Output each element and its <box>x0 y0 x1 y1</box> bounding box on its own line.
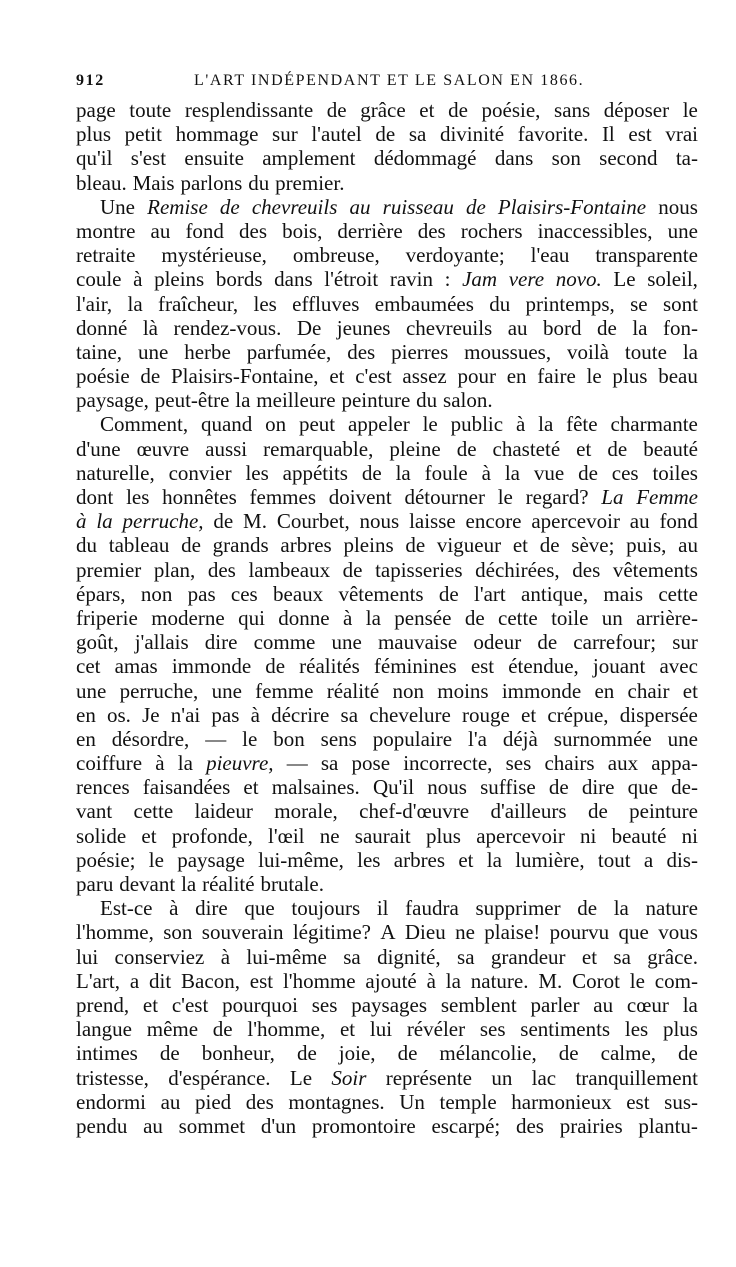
text-line: bleau. Mais parlons du premier. <box>76 170 345 195</box>
text-line: solide et profonde, l'œil ne saurait plus apercevoir ni beauté ni <box>76 823 698 848</box>
paragraph <box>76 412 698 896</box>
text-line: Est-ce à dire que toujours il faudra supprimer de la nature <box>100 896 698 921</box>
text-line: poésie de Plaisirs-Fontaine, et c'est assez pour en faire le plus beau <box>76 364 698 389</box>
paragraph <box>76 896 698 1138</box>
text-line: du tableau de grands arbres pleins de vigueur et de sève; puis, au <box>76 533 698 558</box>
text-line: épars, non pas ces beaux vêtements de l'art antique, mais cette <box>76 581 698 606</box>
running-title: L'ART INDÉPENDANT ET LE SALON EN 1866. <box>194 72 585 89</box>
text-line: L'art, a dit Bacon, est l'homme ajouté à la nature. M. Corot le com- <box>76 968 698 993</box>
paragraph <box>76 195 698 413</box>
text-line: d'une œuvre aussi remarquable, pleine de chasteté et de beauté <box>76 436 698 461</box>
text-line: intimes de bonheur, de joie, de mélancolie, de calme, de <box>76 1041 698 1066</box>
text-line: Une Remise de chevreuils au ruisseau de Plaisirs-Fontaine nous <box>100 194 698 219</box>
text-line: vant cette laideur morale, chef-d'œuvre d'ailleurs de peinture <box>76 799 698 824</box>
text-line: taine, une herbe parfumée, des pierres moussues, voilà toute la <box>76 339 698 364</box>
text-line: tristesse, d'espérance. Le Soir représente un lac tranquillement <box>76 1065 698 1090</box>
text-line: retraite mystérieuse, ombreuse, verdoyante; l'eau transparente <box>76 243 698 268</box>
text-line: naturelle, convier les appétits de la foule à la vue de ces toiles <box>76 460 698 485</box>
text-line: à la perruche, de M. Courbet, nous laisse encore apercevoir au fond <box>76 509 698 534</box>
text-line: Comment, quand on peut appeler le public à la fête charmante <box>100 412 698 437</box>
text-line: prend, et c'est pourquoi ses paysages semblent parler au cœur la <box>76 992 698 1017</box>
text-line: paru devant la réalité brutale. <box>76 872 324 896</box>
text-line: donné là rendez-vous. De jeunes chevreuils au bord de la fon- <box>76 315 698 340</box>
text-line: en os. Je n'ai pas à décrire sa chevelure rouge et crépue, dispersée <box>76 702 698 727</box>
text-line: friperie moderne qui donne à la pensée de cette toile un arrière- <box>76 605 698 630</box>
text-line: goût, j'allais dire comme une mauvaise odeur de carrefour; sur <box>76 630 698 655</box>
text-line: plus petit hommage sur l'autel de sa divinité favorite. Il est vrai <box>76 122 698 147</box>
text-line: rences faisandées et malsaines. Qu'il nous suffise de dire que de- <box>76 775 698 800</box>
text-line: cet amas immonde de réalités féminines est étendue, jouant avec <box>76 654 698 679</box>
book-page <box>76 62 698 1252</box>
body-text <box>76 98 698 1138</box>
page-number: 912 <box>76 72 105 89</box>
text-line: pendu au sommet d'un promontoire escarpé; des prairies plantu- <box>76 1113 698 1138</box>
text-line: montre au fond des bois, derrière des rochers inaccessibles, une <box>76 218 698 243</box>
text-line: endormi au pied des montagnes. Un temple harmonieux est sus- <box>76 1089 698 1114</box>
text-line: dont les honnêtes femmes doivent détourner le regard? La Femme <box>76 485 698 509</box>
text-line: langue même de l'homme, et lui révéler ses sentiments les plus <box>76 1017 698 1042</box>
text-line: premier plan, des lambeaux de tapisseries déchirées, des vêtements <box>76 557 698 582</box>
page-header <box>76 62 698 92</box>
text-line: qu'il s'est ensuite amplement dédommagé dans son second ta- <box>76 146 698 171</box>
paragraph <box>76 98 698 195</box>
text-line: lui conserviez à lui-même sa dignité, sa grandeur et sa grâce. <box>76 944 698 969</box>
text-line: l'air, la fraîcheur, les effluves embaumées du printemps, se sont <box>76 291 698 316</box>
text-line: coule à pleins bords dans l'étroit ravin : Jam vere novo. Le soleil, <box>76 267 698 292</box>
text-line: paysage, peut-être la meilleure peinture du salon. <box>76 388 493 413</box>
text-line: poésie; le paysage lui-même, les arbres et la lumière, tout a dis- <box>76 847 698 872</box>
text-line: page toute resplendissante de grâce et de poésie, sans déposer le <box>76 98 698 122</box>
text-line: coiffure à la pieuvre, — sa pose incorrecte, ses chairs aux appa- <box>76 751 698 776</box>
text-line: l'homme, son souverain légitime? A Dieu ne plaise! pourvu que vous <box>76 920 698 945</box>
text-line: en désordre, — le bon sens populaire l'a déjà surnommée une <box>76 726 698 751</box>
text-line: une perruche, une femme réalité non moins immonde en chair et <box>76 678 698 703</box>
